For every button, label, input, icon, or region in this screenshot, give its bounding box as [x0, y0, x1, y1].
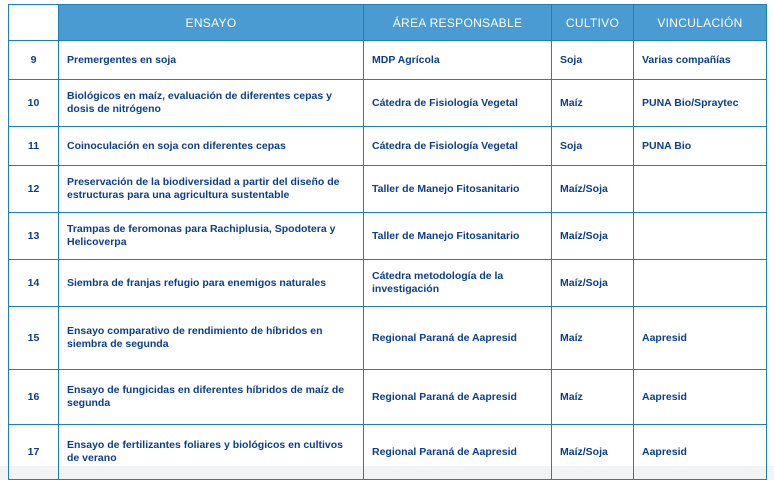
row-vinculacion: [634, 260, 767, 307]
row-number: 12: [9, 166, 59, 213]
table-row: [9, 213, 767, 260]
row-area: Cátedra metodología de la investigación: [364, 260, 552, 307]
row-number: 9: [9, 41, 59, 80]
row-cultivo: Maíz/Soja: [552, 260, 634, 307]
row-ensayo: Ensayo de fungicidas en diferentes híbridos de maíz de segunda: [59, 370, 364, 425]
row-area: MDP Agrícola: [364, 41, 552, 80]
row-ensayo: Preservación de la biodiversidad a partir del diseño de estructuras para una agricultura sustentable: [59, 166, 364, 213]
row-cultivo: Soja: [552, 41, 634, 80]
table-row: [9, 307, 767, 370]
row-cultivo: Maíz: [552, 307, 634, 370]
row-number: 13: [9, 213, 59, 260]
row-cultivo: Maíz/Soja: [552, 166, 634, 213]
row-vinculacion: Aapresid: [634, 425, 767, 480]
row-ensayo: Premergentes en soja: [59, 41, 364, 80]
row-vinculacion: [634, 166, 767, 213]
row-area: Cátedra de Fisiología Vegetal: [364, 80, 552, 127]
row-area: Taller de Manejo Fitosanitario: [364, 166, 552, 213]
row-number: 10: [9, 80, 59, 127]
row-vinculacion: PUNA Bio/Spraytec: [634, 80, 767, 127]
row-ensayo: Siembra de franjas refugio para enemigos naturales: [59, 260, 364, 307]
row-vinculacion: Aapresid: [634, 307, 767, 370]
table-header-row: [9, 5, 767, 41]
row-number: 14: [9, 260, 59, 307]
row-number: 17: [9, 425, 59, 480]
row-cultivo: Maíz/Soja: [552, 213, 634, 260]
row-ensayo: Trampas de feromonas para Rachiplusia, Spodotera y Helicoverpa: [59, 213, 364, 260]
table-row: [9, 166, 767, 213]
row-vinculacion: Varias compañías: [634, 41, 767, 80]
table-row: [9, 80, 767, 127]
row-ensayo: Ensayo de fertilizantes foliares y biológicos en cultivos de verano: [59, 425, 364, 480]
table-row: [9, 41, 767, 80]
row-area: Cátedra de Fisiología Vegetal: [364, 127, 552, 166]
header-area-responsable: ÁREA RESPONSABLE: [364, 5, 552, 41]
row-number: 11: [9, 127, 59, 166]
header-cultivo: CULTIVO: [552, 5, 634, 41]
row-ensayo: Ensayo comparativo de rendimiento de híbridos en siembra de segunda: [59, 307, 364, 370]
trials-table: [8, 4, 767, 480]
row-cultivo: Maíz: [552, 80, 634, 127]
header-vinculacion: VINCULACIÓN: [634, 5, 767, 41]
table-row: [9, 260, 767, 307]
row-ensayo: Biológicos en maíz, evaluación de diferentes cepas y dosis de nitrógeno: [59, 80, 364, 127]
row-number: 15: [9, 307, 59, 370]
row-ensayo: Coinoculación en soja con diferentes cepas: [59, 127, 364, 166]
row-vinculacion: Aapresid: [634, 370, 767, 425]
table-row: [9, 425, 767, 480]
row-vinculacion: [634, 213, 767, 260]
row-cultivo: Maíz: [552, 370, 634, 425]
table-row: [9, 370, 767, 425]
row-number: 16: [9, 370, 59, 425]
row-area: Regional Paraná de Aapresid: [364, 370, 552, 425]
header-ensayo: ENSAYO: [59, 5, 364, 41]
row-cultivo: Soja: [552, 127, 634, 166]
row-area: Regional Paraná de Aapresid: [364, 425, 552, 480]
row-cultivo: Maíz/Soja: [552, 425, 634, 480]
row-vinculacion: PUNA Bio: [634, 127, 767, 166]
header-number-cell: [9, 5, 59, 41]
table-row: [9, 127, 767, 166]
row-area: Taller de Manejo Fitosanitario: [364, 213, 552, 260]
row-area: Regional Paraná de Aapresid: [364, 307, 552, 370]
